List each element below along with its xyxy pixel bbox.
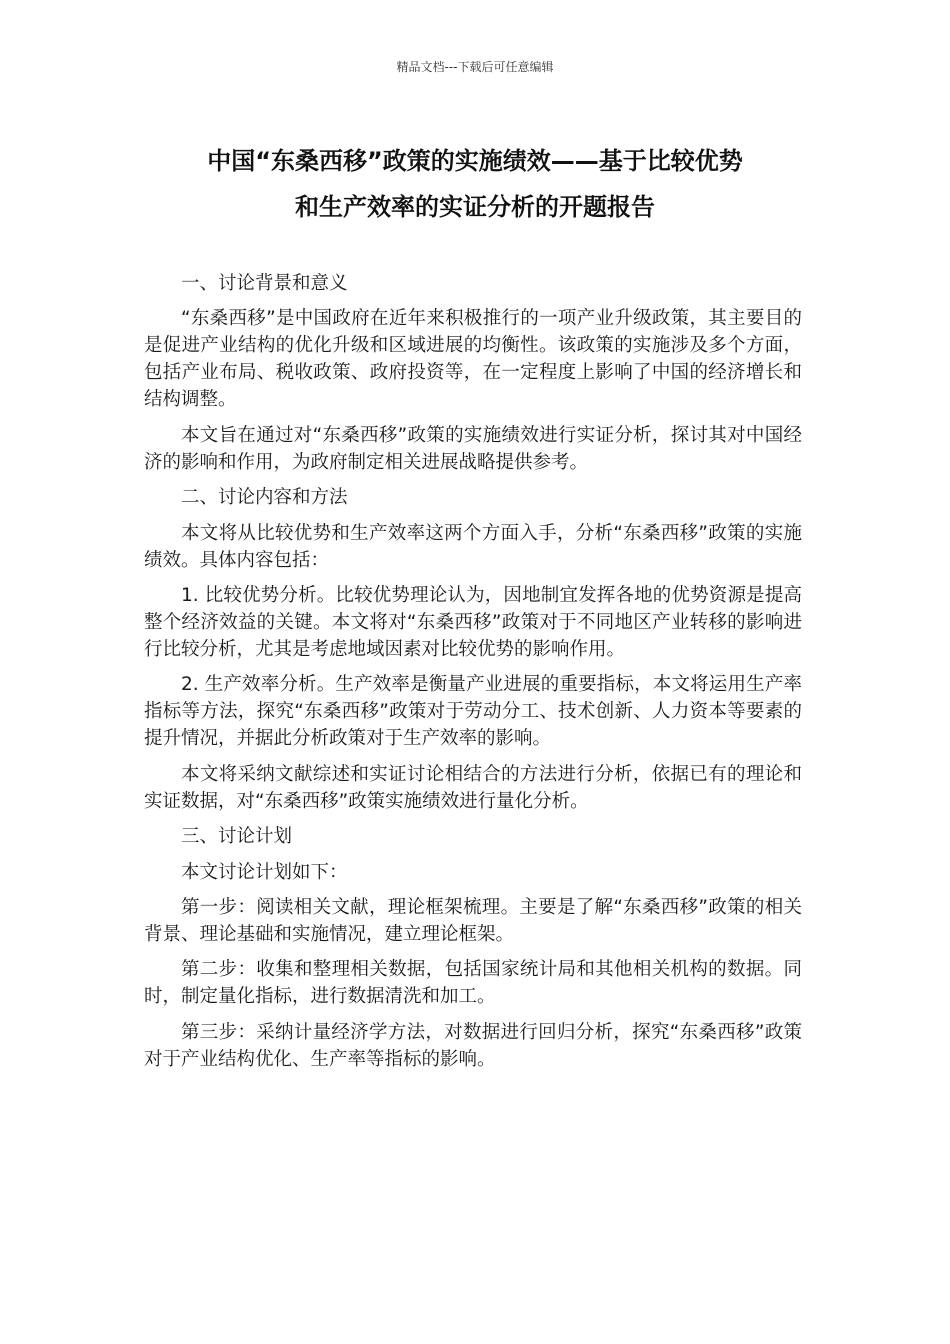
page-header-note: 精品文档---下载后可任意编辑 [396, 60, 554, 74]
paragraph-productivity: 2. 生产效率分析。生产效率是衡量产业进展的重要指标，本文将运用生产率指标等方法，探究“东桑西移”政策对于劳动分工、技术创新、人力资本等要素的提升情况，并据此分析政策对于生产效率的影响。 [144, 674, 802, 750]
document-body [144, 270, 802, 1081]
section-heading-content-method: 二、讨论内容和方法 [181, 487, 348, 509]
paragraph-comparative-advantage: 1. 比较优势分析。比较优势理论认为，因地制宜发挥各地的优势资源是提高整个经济效益的关键。本文将对“东桑西移”政策对于不同地区产业转移的影响进行比较分析，尤其是考虑地域因素对比较优势的影响作用。 [144, 584, 802, 660]
paragraph-purpose: 本文旨在通过对“东桑西移”政策的实施绩效进行实证分析，探讨其对中国经济的影响和作用，为政府制定相关进展战略提供参考。 [144, 424, 802, 473]
paragraph-step-2: 第二步：收集和整理相关数据，包括国家统计局和其他相关机构的数据。同时，制定量化指标，进行数据清洗和加工。 [144, 959, 802, 1008]
title-line-2: 和生产效率的实证分析的开题报告 [295, 193, 655, 221]
paragraph-step-3: 第三步：采纳计量经济学方法，对数据进行回归分析，探究“东桑西移”政策对于产业结构优化、生产率等指标的影响。 [144, 1021, 802, 1070]
section-heading-plan: 三、讨论计划 [181, 826, 293, 848]
paragraph-method: 本文将采纳文献综述和实证讨论相结合的方法进行分析，依据已有的理论和实证数据，对“东桑西移”政策实施绩效进行量化分析。 [144, 763, 802, 812]
title-line-1: 中国“东桑西移”政策的实施绩效——基于比较优势 [207, 147, 743, 175]
paragraph-step-1: 第一步：阅读相关文献，理论框架梳理。主要是了解“东桑西移”政策的相关背景、理论基础和实施情况，建立理论框架。 [144, 896, 802, 945]
paragraph-content-overview: 本文将从比较优势和生产效率这两个方面入手，分析“东桑西移”政策的实施绩效。具体内容包括： [144, 522, 802, 571]
section-heading-background: 一、讨论背景和意义 [181, 273, 348, 294]
document-title [140, 138, 810, 230]
paragraph-policy-intro: “东桑西移”是中国政府在近年来积极推行的一项产业升级政策，其主要目的是促进产业结构的优化升级和区域进展的均衡性。该政策的实施涉及多个方面，包括产业布局、税收政策、政府投资等，在一定程度上影响了中国的经济增长和结构调整。 [144, 308, 802, 411]
paragraph-plan-intro: 本文讨论计划如下： [181, 861, 348, 883]
